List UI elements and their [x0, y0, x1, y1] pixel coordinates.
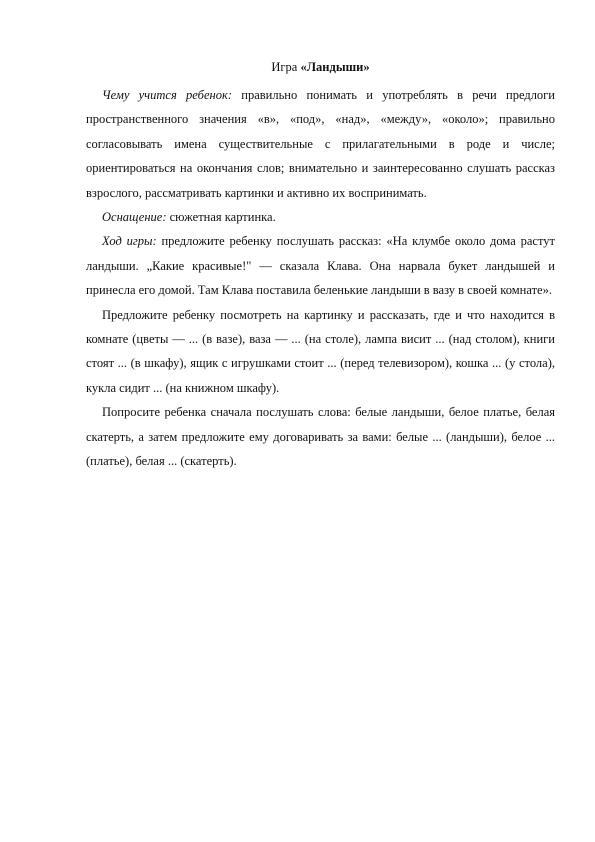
paragraph-text: правильно понимать и употреблять в речи предлоги пространственного значения «в», «под», «над», «между», «около»; правильно согласовывать имена существительные с прилагательными в роде и числе; ориентироваться на окончания слов; внимательно и заинтересованно слушать рассказ взрослого, рассматривать картинки и активно их воспринимать.: [86, 88, 555, 200]
paragraph-text: сюжетная картинка.: [166, 210, 276, 225]
title-prefix: Игра: [271, 60, 301, 74]
paragraph-equipment: [86, 205, 555, 229]
paragraph-text: предложите ребенку послушать рассказ: «На клумбе около дома растут ландыши. „Какие красивые!" — сказала Клава. Она нарвала букет ландышей и принесла его домой. Там Клава поставила беленькие ландыши в вазу в своей комнате».: [86, 234, 555, 298]
paragraph-picture-task: [86, 303, 555, 401]
paragraph-goals: [86, 83, 555, 205]
document-page: [86, 58, 555, 474]
paragraph-game-course: [86, 229, 555, 302]
paragraph-text: Предложите ребенку посмотреть на картинку и рассказать, где и что находится в комнате (цветы — ... (в вазе), ваза — ... (на столе), лампа висит ... (над столом), книги стоят ... (в шкафу), ящик с игрушками стоит ... (перед телевизором), кошка ... (у стола), кукла сидит ... (на книжном шкафу).: [86, 307, 555, 395]
paragraph-words-task: [86, 400, 555, 473]
paragraph-lead: Ход игры:: [102, 234, 157, 249]
page-title: [86, 58, 555, 76]
paragraph-lead: Чему учится ребенок:: [102, 88, 232, 102]
title-name: «Ландыши»: [300, 60, 370, 74]
paragraph-lead: Оснащение:: [102, 210, 167, 225]
paragraph-text: Попросите ребенка сначала послушать слова: белые ландыши, белое платье, белая скатерть, а затем предложите ему договаривать за вами: белые ... (ландыши), белое ... (платье), белая ... (скатерть).: [86, 405, 555, 469]
